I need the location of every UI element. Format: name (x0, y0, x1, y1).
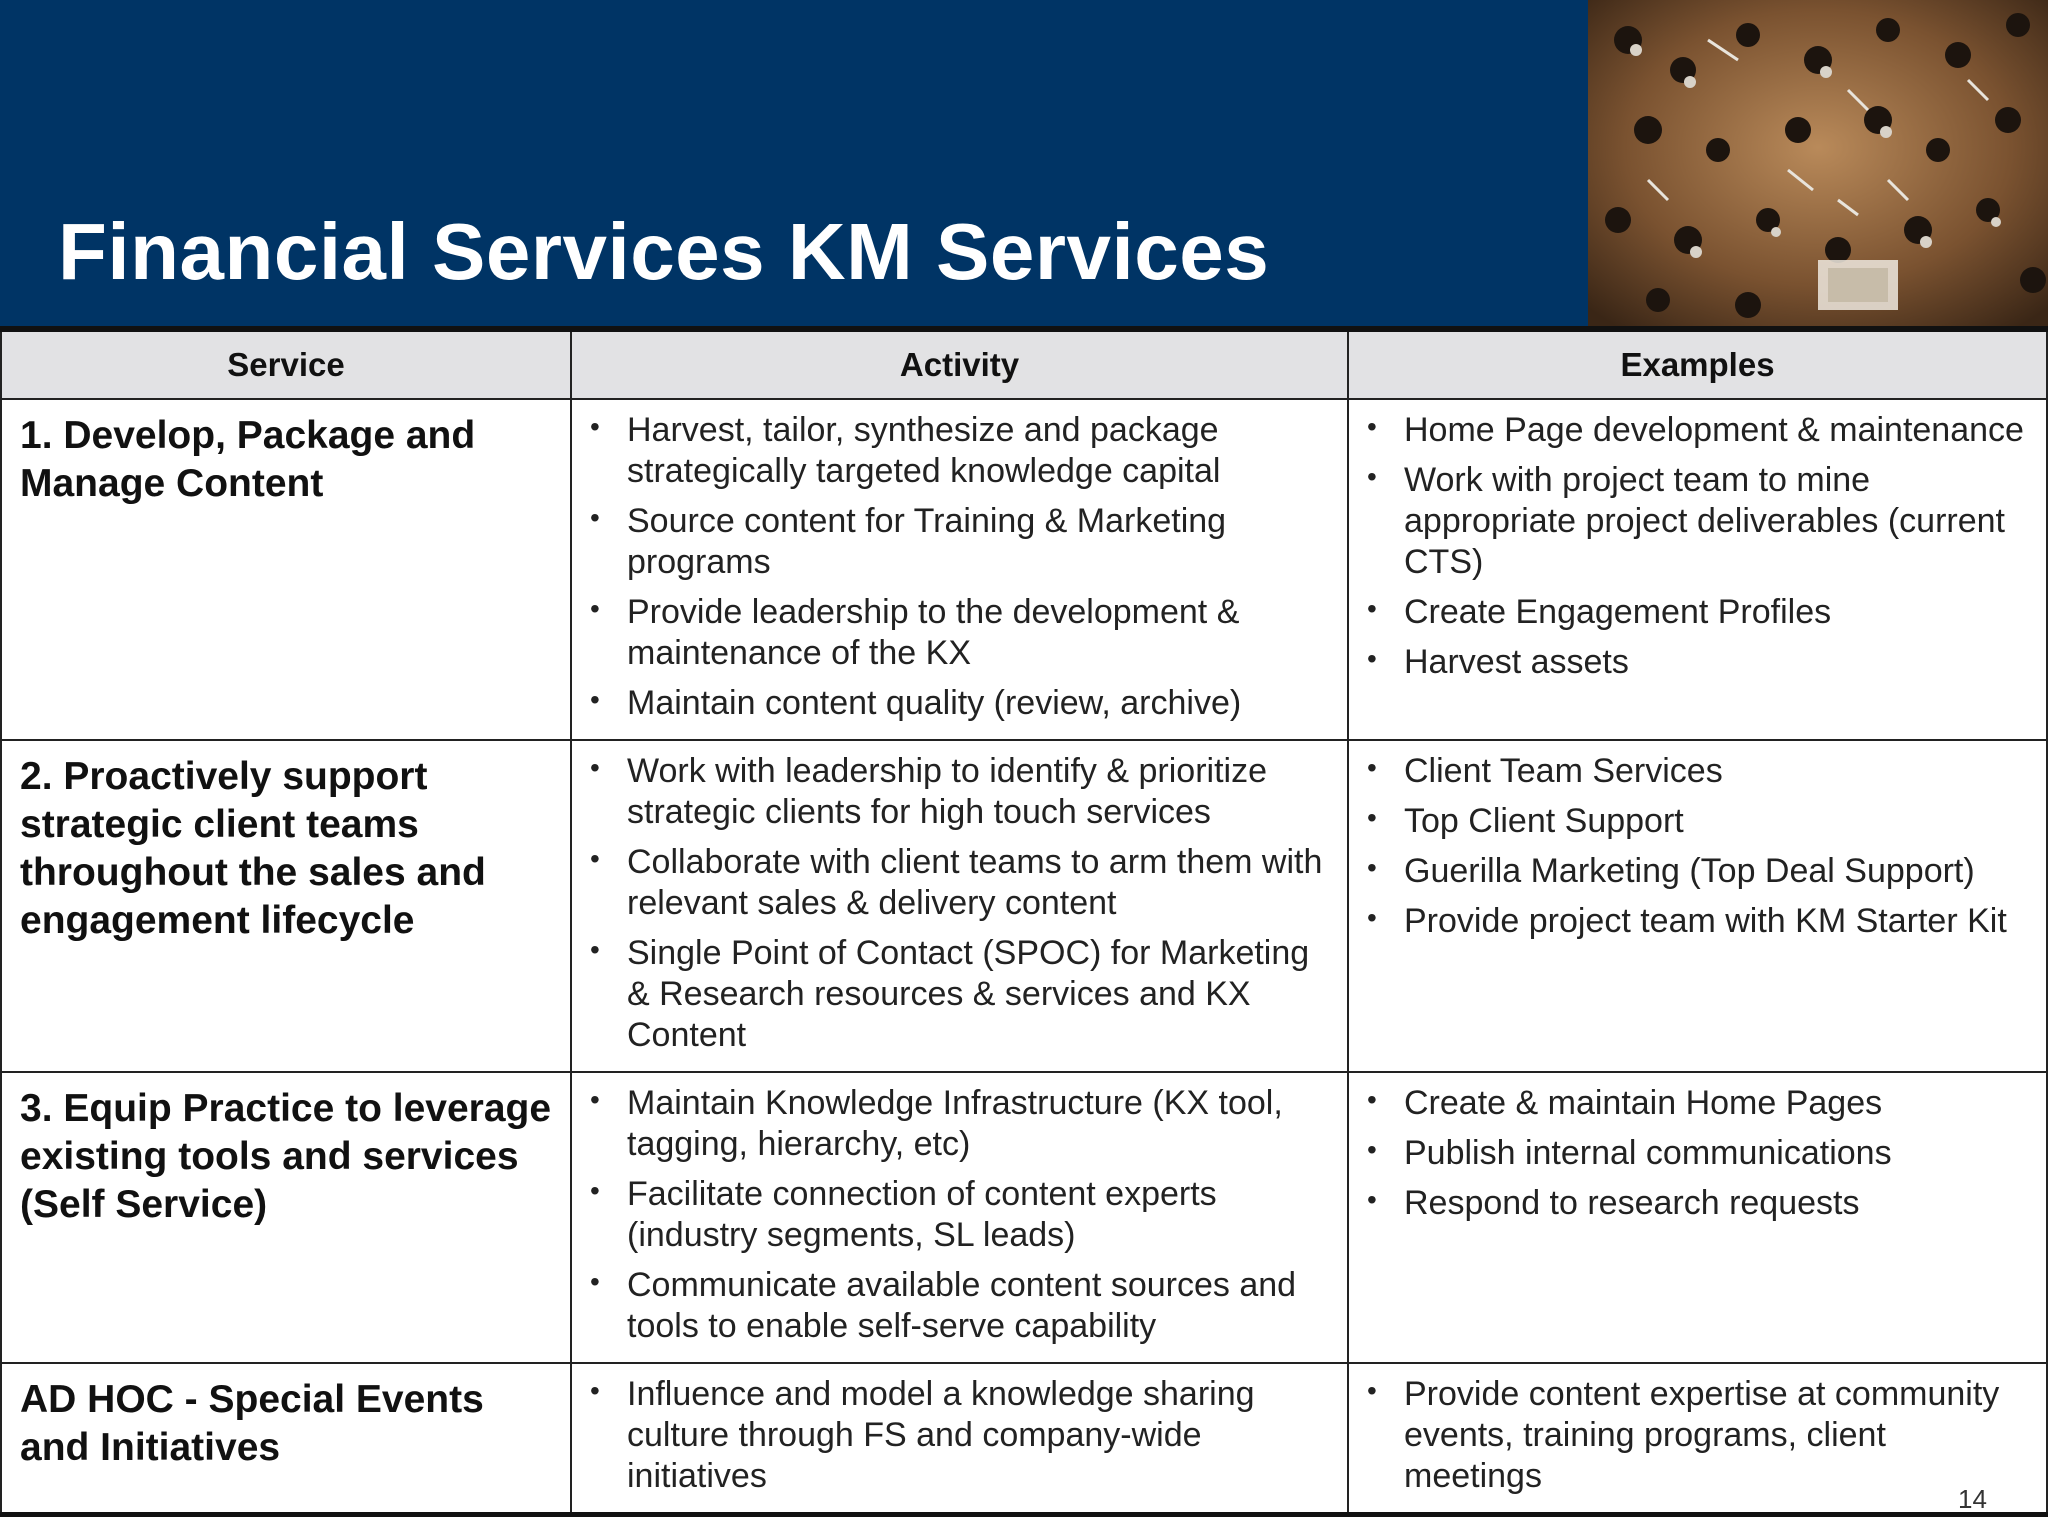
list-item: • Work with leadership to identify & prioritize strategic clients for high touch services (582, 751, 1331, 833)
service-cell: AD HOC - Special Events and Initiatives (1, 1363, 571, 1515)
list-item: • Publish internal communications (1359, 1133, 2030, 1174)
table-row (1, 1072, 2047, 1363)
services-table (0, 326, 2048, 1517)
list-item: • Home Page development & maintenance (1359, 410, 2030, 451)
slide-title: Financial Services KM Services (58, 207, 1270, 296)
activity-list (582, 1374, 1331, 1497)
examples-cell (1348, 399, 2047, 740)
list-item: • Provide leadership to the development & maintenance of the KX (582, 592, 1331, 674)
list-item: • Influence and model a knowledge sharing culture through FS and company-wide initiatives (582, 1374, 1331, 1497)
service-cell: 1. Develop, Package and Manage Content (1, 399, 571, 740)
list-item: • Provide project team with KM Starter Kit (1359, 901, 2030, 942)
list-item: • Create & maintain Home Pages (1359, 1083, 2030, 1124)
list-item: • Top Client Support (1359, 801, 2030, 842)
examples-cell (1348, 1363, 2047, 1515)
list-item: • Collaborate with client teams to arm them with relevant sales & delivery content (582, 842, 1331, 924)
page-number: 14 (1958, 1484, 1987, 1514)
list-item: • Facilitate connection of content experts (industry segments, SL leads) (582, 1174, 1331, 1256)
activity-cell (571, 740, 1348, 1072)
services-table-container (0, 326, 2048, 1517)
list-item: • Harvest assets (1359, 642, 2030, 683)
list-item: • Source content for Training & Marketing programs (582, 501, 1331, 583)
activity-cell (571, 399, 1348, 740)
examples-list (1359, 1083, 2030, 1224)
activity-list (582, 410, 1331, 724)
examples-list (1359, 751, 2030, 942)
examples-list (1359, 410, 2030, 683)
list-item: • Create Engagement Profiles (1359, 592, 2030, 633)
orchestra-photo (1588, 0, 2048, 328)
list-item: • Guerilla Marketing (Top Deal Support) (1359, 851, 2030, 892)
list-item: • Maintain Knowledge Infrastructure (KX tool, tagging, hierarchy, etc) (582, 1083, 1331, 1165)
activity-list (582, 1083, 1331, 1347)
examples-cell (1348, 740, 2047, 1072)
activity-list (582, 751, 1331, 1056)
activity-cell (571, 1363, 1348, 1515)
list-item: • Provide content expertise at community events, training programs, client meetings (1359, 1374, 2030, 1497)
list-item: • Harvest, tailor, synthesize and package strategically targeted knowledge capital (582, 410, 1331, 492)
examples-list (1359, 1374, 2030, 1497)
list-item: • Client Team Services (1359, 751, 2030, 792)
table-row (1, 399, 2047, 740)
service-cell: 3. Equip Practice to leverage existing tools and services (Self Service) (1, 1072, 571, 1363)
examples-cell (1348, 1072, 2047, 1363)
list-item: • Respond to research requests (1359, 1183, 2030, 1224)
column-header-examples: Examples (1348, 329, 2047, 399)
table-header-row (1, 329, 2047, 399)
service-cell: 2. Proactively support strategic client teams throughout the sales and engagement lifecycle (1, 740, 571, 1072)
column-header-activity: Activity (571, 329, 1348, 399)
list-item: • Communicate available content sources and tools to enable self-serve capability (582, 1265, 1331, 1347)
activity-cell (571, 1072, 1348, 1363)
table-row (1, 740, 2047, 1072)
list-item: • Maintain content quality (review, archive) (582, 683, 1331, 724)
list-item: • Work with project team to mine appropriate project deliverables (current CTS) (1359, 460, 2030, 583)
list-item: • Single Point of Contact (SPOC) for Marketing & Research resources & services and KX Content (582, 933, 1331, 1056)
column-header-service: Service (1, 329, 571, 399)
table-row (1, 1363, 2047, 1515)
